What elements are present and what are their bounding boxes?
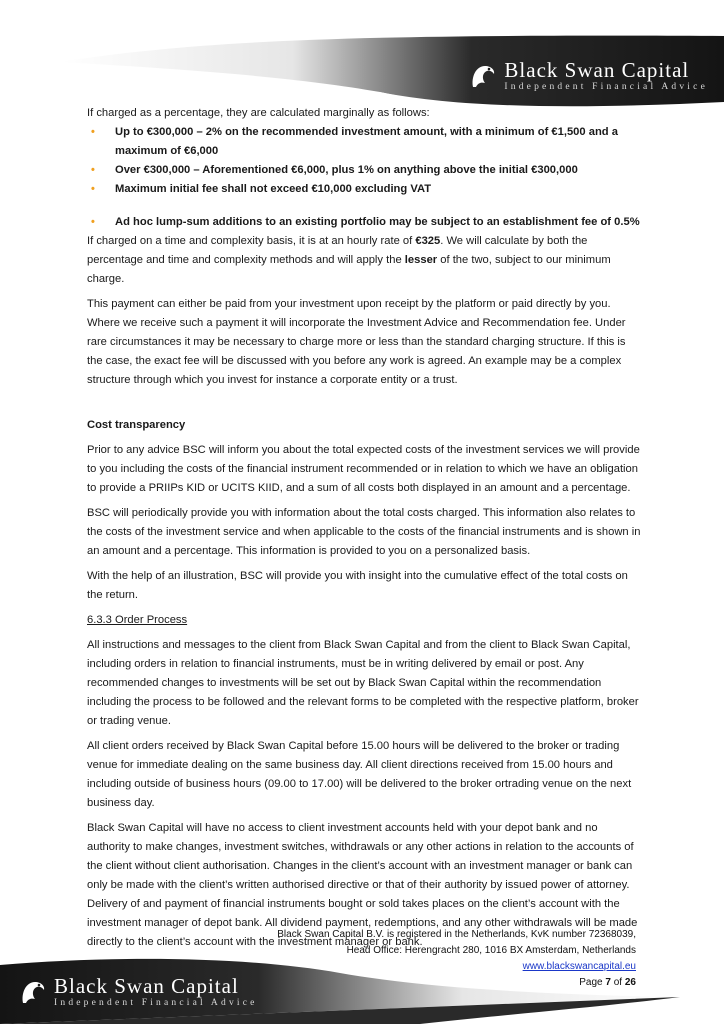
bullet-icon: •	[91, 216, 95, 228]
cost-paragraph: Prior to any advice BSC will inform you about the total expected costs of the investment services we will provide to you including the costs of the financial instrument recommended or in relation to which we have an obligation to provide a PRIIPs KID or UCITS KIID, and a sum of all costs both displayed in an amount and a percentage.	[87, 444, 640, 494]
fee-intro: If charged as a percentage, they are calculated marginally as follows:	[87, 107, 430, 119]
order-paragraph: All client orders received by Black Swan Capital before 15.00 hours will be delivered to the broker or trading venue for immediate dealing on the same business day. All client directions received from 15.00 hours and including outside of business hours (09.00 to 17.00) will be delivered to the broker ortrading venue on the next business day.	[87, 740, 632, 809]
bullet-icon: •	[91, 126, 95, 138]
cost-transparency-heading: Cost transparency	[87, 419, 186, 431]
footer-address: Head Office: Herengracht 280, 1016 BX Amsterdam, Netherlands	[346, 945, 636, 956]
order-paragraph: Black Swan Capital will have no access to client investment accounts held with your depot bank and no authority to make changes, investment switches, withdrawals or any other actions in relation to the accounts of the client without client authorisation. Changes in the client’s account with an investment manager or bank can only be made with the client’s written authorised directive or that of their authority by issued power of attorney. Delivery of and payment of financial instruments bought or sold takes places on the client’s account with the investment manager of depot bank. All dividend payment, redemptions, and any other withdrawals will be made directly to the client’s account with the investment manager or bank.	[87, 822, 638, 948]
fee-list-item: • Over €300,000 – Aforementioned €6,000, plus 1% on anything above the initial €300,000	[87, 161, 643, 180]
fee-list-item: • Up to €300,000 – 2% on the recommended investment amount, with a minimum of €1,500 and a maximum of €6,000	[87, 123, 643, 161]
order-process-heading: 6.3.3 Order Process	[87, 614, 188, 626]
footer-logo	[18, 974, 258, 1010]
cost-paragraph: With the help of an illustration, BSC will provide you with insight into the cumulative effect of the total costs on the return.	[87, 570, 628, 601]
footer-logo-name: Black Swan Capital	[54, 973, 239, 998]
lesser-emphasis: lesser	[404, 254, 438, 266]
order-paragraph: All instructions and messages to the client from Black Swan Capital and from the client to Black Swan Capital, including orders in relation to financial instruments, must be in writing delivered by email or post. Any recommended changes to investments will be set out by Black Swan Capital within the recommendation including the process to be followed and the relevant forms to be completed with the respective platform, broker or trading venue.	[87, 639, 639, 727]
fee-list	[87, 123, 643, 232]
bullet-icon: •	[91, 183, 95, 195]
fee-list-item: • Maximum initial fee shall not exceed €10,000 excluding VAT	[87, 180, 643, 199]
hourly-rate: €325	[415, 235, 441, 247]
footer-registration: Black Swan Capital B.V. is registered in the Netherlands, KvK number 72368039,	[277, 929, 636, 940]
payment-paragraph: This payment can either be paid from your investment upon receipt by the platform or paid directly by you. Where we receive such a payment it will incorporate the Investment Advice and Recommendation fee. Under rare circumstances it may be necessary to charge more or less than the standard charging structure. If this is the case, the exact fee will be discussed with you before any work is agreed. An example may be a complex structure through which you invest for instance a corporate entity or a trust.	[87, 298, 626, 386]
header-logo-name: Black Swan Capital	[504, 57, 690, 82]
bullet-icon: •	[91, 164, 95, 176]
adhoc-fee-item: • Ad hoc lump-sum additions to an existing portfolio may be subject to an establishment fee of 0.5%	[87, 213, 643, 232]
website-link[interactable]: www.blackswancapital.eu	[522, 961, 636, 972]
header-logo-tagline: Independent Financial Advice	[504, 81, 708, 92]
document-body	[87, 104, 643, 958]
swan-icon	[18, 977, 48, 1007]
header-logo	[468, 58, 708, 94]
cost-paragraph: BSC will periodically provide you with information about the total costs charged. This information also relates to the costs of the investment service and when applicable to the costs of the financial instruments and is shown in an amount and a percentage. This information is provided to you on a personalized basis.	[87, 507, 641, 557]
swan-icon	[468, 61, 498, 91]
time-basis-paragraph: If charged on a time and complexity basis, it is at an hourly rate of €325. We will calculate by both the percentage and time and complexity methods and will apply the lesser of the two, subject to our minimum charge.	[87, 235, 611, 285]
page-number: Page 7 of 26	[579, 977, 636, 988]
footer-logo-tagline: Independent Financial Advice	[54, 997, 258, 1008]
